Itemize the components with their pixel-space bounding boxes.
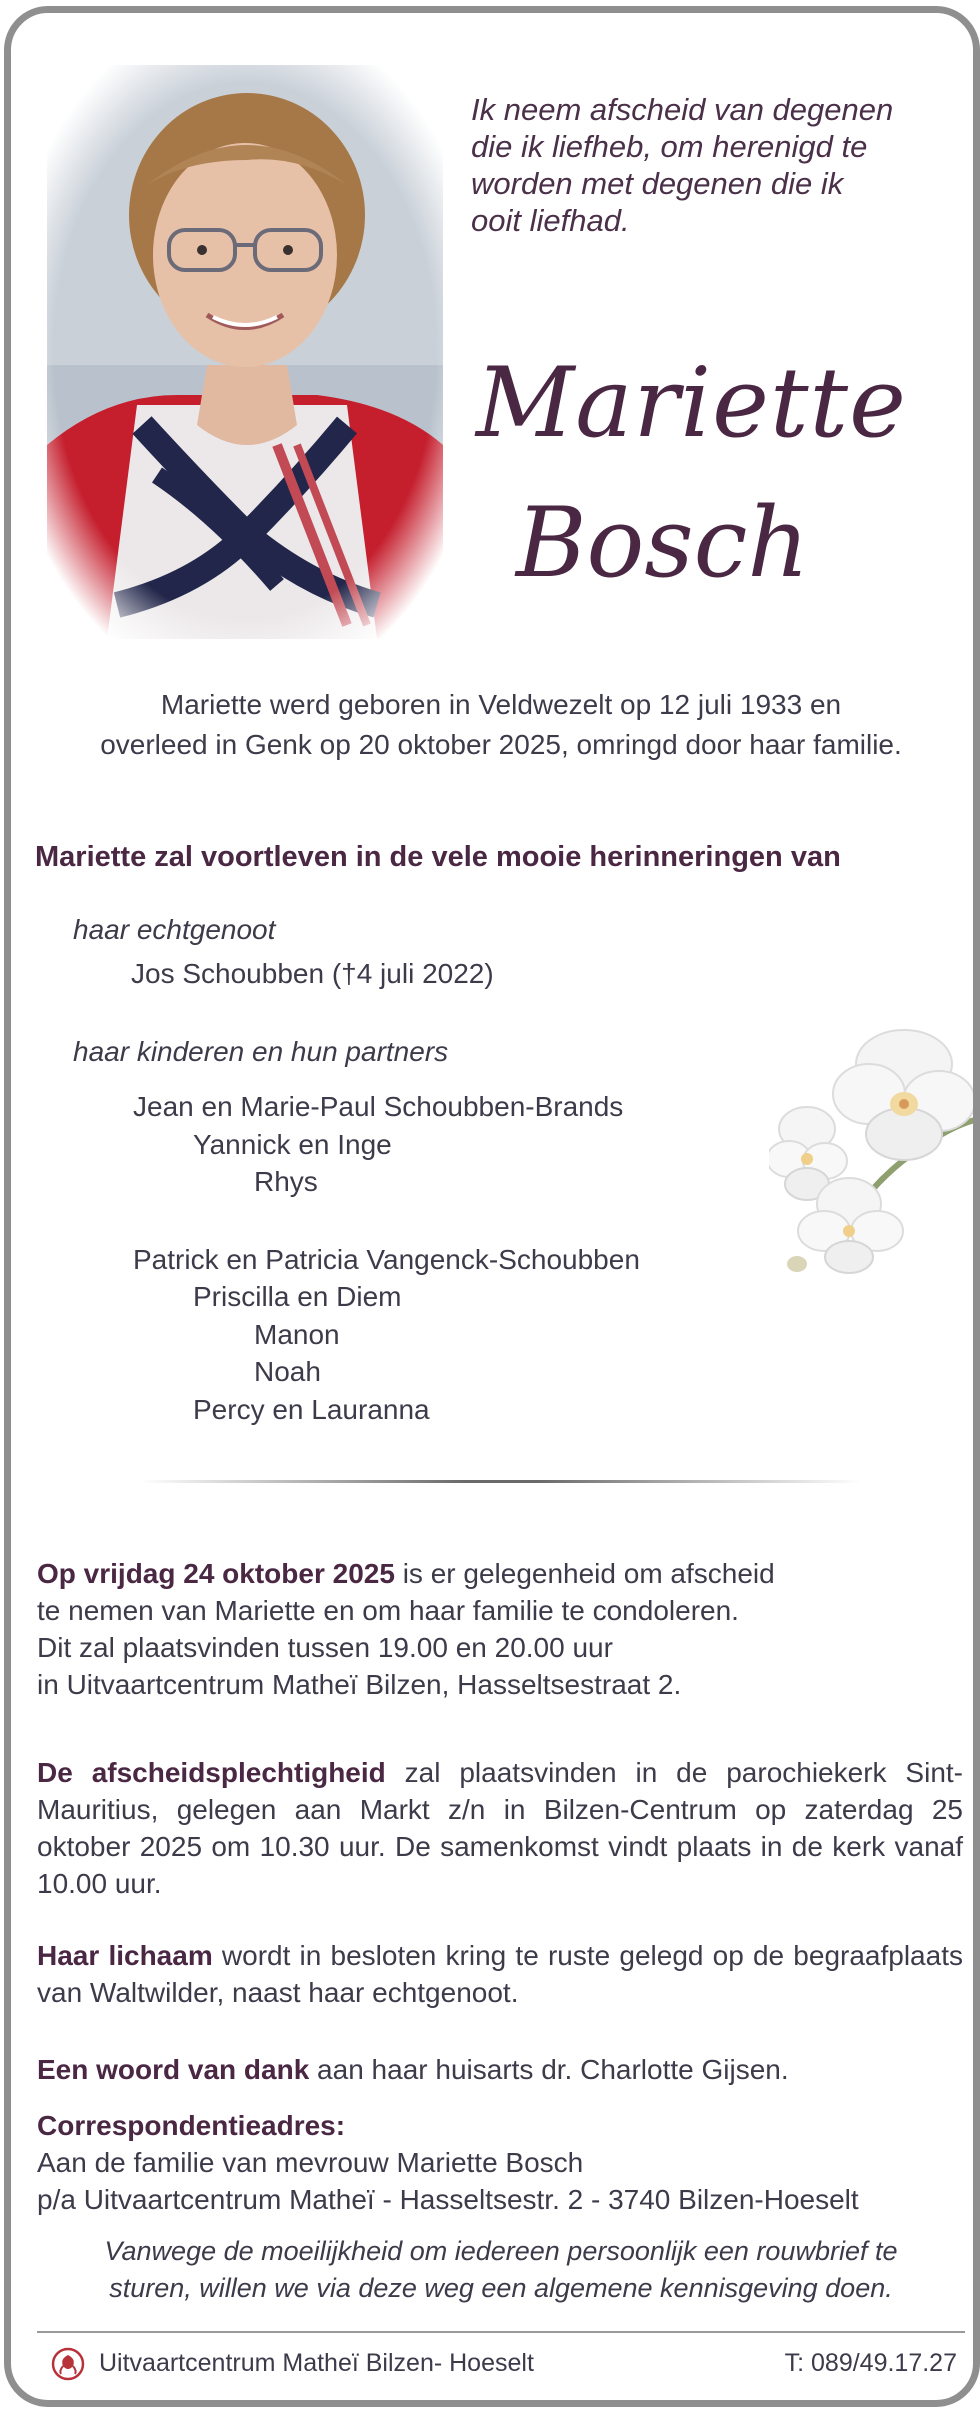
- burial-heading: Haar lichaam: [37, 1940, 213, 1971]
- correspondence-line: p/a Uitvaartcentrum Matheï - Hasseltsestr. 2 - 3740 Bilzen-Hoeselt: [37, 2184, 859, 2215]
- obituary-card: [4, 6, 980, 2407]
- intro-line-1: Mariette werd geboren in Veldwezelt op 12 juli 1933 en: [160, 689, 842, 720]
- visitation-line: in Uitvaartcentrum Matheï Bilzen, Hasseltsestraat 2.: [37, 1669, 682, 1700]
- burial-text: wordt in besloten kring te ruste gelegd op de begraafplaats van Waltwilder, naast haar echtgenoot.: [37, 1940, 963, 2008]
- portrait-photo: [47, 65, 443, 639]
- visitation-line: Dit zal plaatsvinden tussen 19.00 en 20.00 uur: [37, 1632, 613, 1663]
- spouse-name: Jos Schoubben (†4 juli 2022): [131, 958, 494, 989]
- visitation-text: is er gelegenheid om afscheid: [394, 1558, 775, 1589]
- family-entry: Jean en Marie-Paul Schoubben-Brands: [133, 1091, 624, 1122]
- first-name: Mariette: [476, 347, 907, 459]
- footer-divider: [37, 2331, 965, 2333]
- orchid-decoration: [769, 1009, 980, 1279]
- children-label: haar kinderen en hun partners: [73, 1036, 449, 1067]
- burial-paragraph: [37, 1937, 963, 2011]
- ceremony-heading: De afscheidsplechtigheid: [37, 1757, 386, 1788]
- section-divider: [141, 1480, 861, 1483]
- family-entry: Noah: [254, 1356, 321, 1387]
- visitation-line: te nemen van Mariette en om haar familie te condoleren.: [37, 1595, 739, 1626]
- spouse-label: haar echtgenoot: [73, 914, 276, 945]
- family-entry: Manon: [254, 1319, 340, 1350]
- thanks-text: aan haar huisarts dr. Charlotte Gijsen.: [309, 2054, 789, 2085]
- visitation-date: Op vrijdag 24 oktober 2025: [37, 1558, 395, 1589]
- intro-line-2: overleed in Genk op 20 oktober 2025, omringd door haar familie.: [100, 729, 902, 760]
- visitation-paragraph: [37, 1555, 965, 1703]
- funeral-home-phone: T: 089/49.17.27: [784, 2349, 957, 2377]
- correspondence-block: [37, 2107, 965, 2218]
- last-name: Bosch: [516, 487, 810, 599]
- birth-death-statement: [31, 685, 971, 765]
- correspondence-line: Aan de familie van mevrouw Mariette Bosch: [37, 2147, 584, 2178]
- rose-logo-icon: [51, 2347, 85, 2381]
- footer: [37, 2345, 965, 2385]
- ceremony-paragraph: [37, 1754, 963, 1902]
- thanks-paragraph: [37, 2051, 965, 2088]
- orchid-flower-large: [833, 1030, 975, 1160]
- thanks-heading: Een woord van dank: [37, 2054, 310, 2085]
- closing-note: [31, 2233, 971, 2307]
- portrait-illustration: [47, 65, 443, 639]
- ceremony-text: zal plaatsvinden in de parochiekerk Sint-Mauritius, gelegen aan Markt z/n in Bilzen-Centrum op zaterdag 25 oktober 2025 om 10.30 uur. De samenkomst vindt plaats in de kerk vanaf 10.00 uur.: [37, 1757, 963, 1899]
- family-entry: Patrick en Patricia Vangenck-Schoubben: [133, 1244, 640, 1275]
- deceased-name: [456, 333, 976, 613]
- funeral-home-name: Uitvaartcentrum Matheï Bilzen- Hoeselt: [99, 2349, 534, 2377]
- family-entry: Yannick en Inge: [193, 1129, 392, 1160]
- memories-title: Mariette zal voortleven in de vele mooie herinneringen van: [35, 841, 841, 873]
- closing-line: sturen, willen we via deze weg een algemene kennisgeving doen.: [109, 2273, 893, 2303]
- family-entry: Priscilla en Diem: [193, 1281, 402, 1312]
- farewell-quote: Ik neem afscheid van degenen die ik liefheb, om herenigd te worden met degenen die ik ooit liefhad.: [471, 92, 894, 238]
- closing-line: Vanwege de moeilijkheid om iedereen persoonlijk een rouwbrief te: [104, 2236, 898, 2266]
- correspondence-title: Correspondentieadres:: [37, 2110, 346, 2141]
- family-entry: Percy en Lauranna: [193, 1394, 430, 1425]
- family-entry: Rhys: [254, 1166, 318, 1197]
